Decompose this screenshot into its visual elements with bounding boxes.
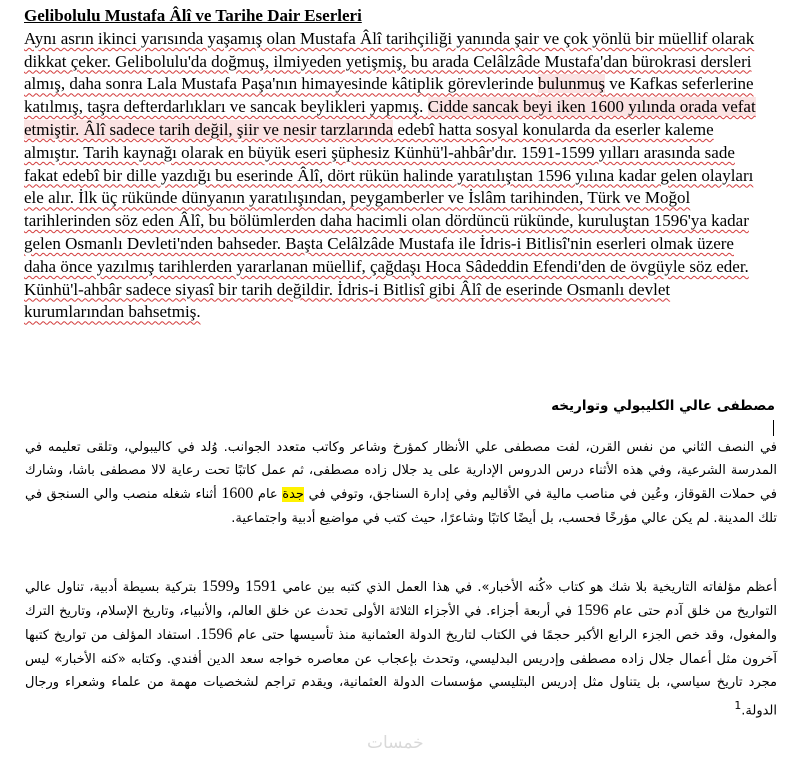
turkish-section [24, 5, 769, 324]
turkish-paragraph [24, 28, 769, 324]
arabic-text-part: عام [253, 487, 283, 503]
turkish-text-part: ve Kafkas seferlerine katılmış, taşra defterdarlıkları ve sancak beylikleri yapmış. [24, 74, 754, 117]
arabic-heading: مصطفى عالي الكليبولي وتواريخه [551, 398, 775, 414]
highlighted-word: جدة [282, 487, 304, 503]
turkish-selected-word: bulunmuş [537, 74, 605, 94]
year-number: 1596 [576, 602, 609, 620]
arabic-text-part: . استفاد المؤلف من تواريخ كتبها آخرون مثل أعمال جلال زاده مصطفى وإدريس البدليسي، وتحدث بإعجاب عن معاصره خواجه سعد الدين أفندي. وكتابه «كنه الأخبار» ليس مجرد تاريخ سياسي، بل يتناول مثل إدريس البتليسي مؤسسات الدولة العثمانية، ويقدم تراجم لشخصيات مهمة من علماء وشعراء ورجال الدولة. [25, 628, 777, 719]
year-number: 1591 [245, 578, 278, 595]
arabic-text-part: في أربعة أجزاء. في الأجزاء الثلاثة الأولى تحدث عن خلق العالم، والأنبياء، وتاريخ الإسلام، وتاريخ الترك والمغول، وقد خص الجزء الرابع الأكبر حجمًا في الكتاب لتاريخ الدولة العثمانية منذ تأسيسها حتى عام [25, 604, 777, 644]
arabic-text-part: و [233, 580, 246, 595]
year-number: 1596 [200, 626, 233, 644]
turkish-text-part: Aynı asrın ikinci yarısında yaşamış olan Mustafa Âlî tarihçiliği yanında şair ve çok yönlü bir müellif olarak dikkat çeker. Gelibolulu'da doğmuş, ilmiyeden yetişmiş, bu arada Celâlzâde Mustafa'dan bürokrasi dersleri almış, daha sonra Lala Mustafa Paşa'nın himayesinde kâtiplik görevlerinde [24, 28, 755, 94]
arabic-paragraph-1 [25, 436, 777, 530]
turkish-selected-sentence: Cidde sancak beyi iken 1600 yılında orada vefat etmiştir. Âlî sadece tarih değil, şiir ve nesir tarzlarında [24, 97, 756, 139]
footnote-marker[interactable]: 1 [734, 699, 742, 713]
text-cursor [773, 420, 774, 436]
turkish-text-part: edebî hatta sosyal konularda da eserler kaleme almıştır. Tarih kaynağı olarak en büyük eseri şüphesiz Künhü'l-ahbâr'dır. 1591-1599 yılları arasında sade fakat edebî bir dille yazdığı bu eserinde Âlî, dört rükün halinde yaratılıştan 1596 yılına kadar gelen olayları ele alır. İlk üç rükünde dünyanın yaratılışından, peygamberler ve İslâm tarihinden, Türk ve Moğol tarihlerinden söz eden Âlî, bu bölümlerden daha hacimli olan dördüncü rükünde, kuruluştan 1596'ya kadar gelen Osmanlı Devleti'nden bahseder. Başta Celâlzâde Mustafa ile İdris-i Bitlisî'nin eserleri olmak üzere daha önce yazılmış tarihlerden yararlanan müellif, çağdaşı Hoca Sâdeddin Efendi'den de övgüyle söz eder. Künhü'l-ahbâr sadece siyasî bir tarih değildir. İdris-i Bitlisî gibi Âlî de eserinde Osmanlı devlet kurumlarından bahsetmiş. [24, 119, 754, 322]
arabic-text-part: في النصف الثاني من نفس القرن، لفت مصطفى علي الأنظار كمؤرخ وشاعر وكاتب متعدد الجوانب. وُلد في كاليبولي، وتلقى تعليمه في المدرسة الشرعية، وفي هذه الأثناء درس الدروس الإدارية على يد جلال زاده مصطفى، ثم عمل كاتبًا تحت رعاية لالا مصطفى باشا، وشارك في حملات القوقاز، وعُين في مناصب مالية في الأقاليم وفي إدارة السناجق، وتوفي في [25, 440, 777, 503]
turkish-heading: Gelibolulu Mustafa Âlî ve Tarihe Dair Eserleri [24, 6, 362, 25]
arabic-text-part: بتركية بسيطة أدبية، تناول عالي التواريخ من خلق آدم حتى عام [25, 580, 777, 620]
watermark-logo: خمسات [367, 733, 424, 753]
year-number: 1600 [221, 485, 254, 503]
arabic-paragraph-2 [25, 575, 777, 723]
arabic-text-part: أعظم مؤلفاته التاريخية بلا شك هو كتاب «كُنه الأخبار». في هذا العمل الذي كتبه بين عامي [277, 580, 778, 595]
arabic-text-part: أثناء شغله منصب والي السنجق في تلك المدينة. لم يكن عالي مؤرخًا فحسب، بل أيضًا كاتبًا وشاعرًا، حيث كتب في مواضيع أدبية واجتماعية. [25, 487, 777, 526]
year-number: 1599 [201, 578, 234, 595]
